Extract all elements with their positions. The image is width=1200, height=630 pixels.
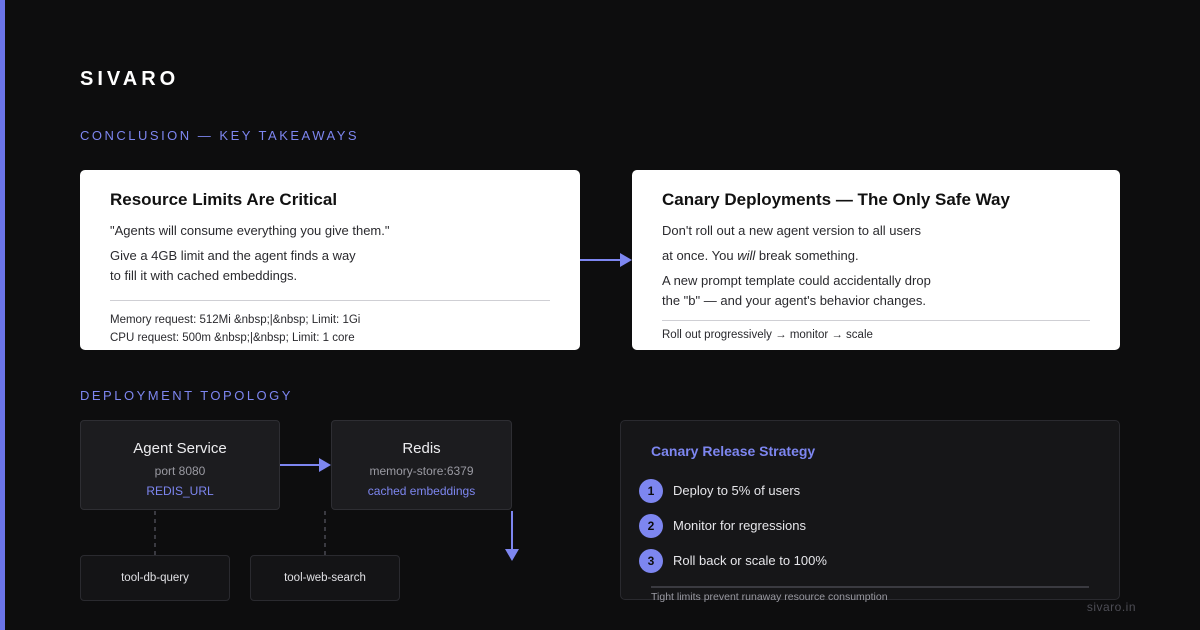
- node-tool-db-query: tool-db-query: [80, 555, 230, 601]
- card-body-line: Don't roll out a new agent version to all users: [662, 223, 922, 238]
- card-title: Resource Limits Are Critical: [110, 190, 338, 209]
- card-body-line: Give a 4GB limit and the agent finds a way: [110, 248, 356, 263]
- card-body-line: the "b" — and your agent's behavior changes.: [662, 293, 926, 308]
- node-tool-web-search: tool-web-search: [250, 555, 400, 601]
- arrow-redis-down: [505, 511, 519, 561]
- section-label-topology: DEPLOYMENT TOPOLOGY: [80, 388, 293, 403]
- canary-strategy-panel: [620, 420, 1120, 603]
- card-spec-memory: Memory request: 512Mi &nbsp;|&nbsp; Limit: 1Gi: [110, 314, 361, 326]
- card-text: break something.: [755, 248, 859, 263]
- node-title: Redis: [402, 440, 441, 457]
- brand-logo: SIVARO: [80, 68, 180, 90]
- arrow-agent-to-redis: [280, 458, 331, 472]
- section-label-conclusion: CONCLUSION — KEY TAKEAWAYS: [80, 128, 360, 143]
- card-quote: "Agents will consume everything you give them.": [110, 223, 390, 238]
- node-env: REDIS_URL: [146, 484, 214, 498]
- panel-footnote: Tight limits prevent runaway resource consumption: [651, 591, 888, 603]
- step-label: Deploy to 5% of users: [673, 483, 801, 498]
- step-label: Roll back or scale to 100%: [673, 553, 827, 568]
- card-footer: Roll out progressively → monitor → scale: [662, 329, 873, 341]
- card-body-line: to fill it with cached embeddings.: [110, 268, 298, 283]
- footer-url: sivaro.in: [1086, 600, 1136, 614]
- card-body-line: A new prompt template could accidentally drop: [662, 273, 931, 288]
- step-label: Monitor for regressions: [673, 518, 806, 533]
- card-emphasis: will: [737, 248, 756, 263]
- node-host: memory-store:6379: [369, 464, 474, 478]
- node-title: Agent Service: [133, 440, 227, 457]
- card-title: Canary Deployments — The Only Safe Way: [662, 190, 1010, 209]
- node-note: cached embeddings: [367, 484, 476, 498]
- card-spec-cpu: CPU request: 500m &nbsp;|&nbsp; Limit: 1 core: [110, 332, 355, 344]
- panel-title: Canary Release Strategy: [651, 443, 816, 459]
- step-number-badge: 1: [639, 479, 663, 503]
- card-text: at once. You: [662, 248, 738, 263]
- arrow-card-to-card: [580, 253, 632, 267]
- panel-divider: [651, 586, 1089, 588]
- step-number-badge: 2: [639, 514, 663, 538]
- node-port: port 8080: [154, 464, 206, 478]
- step-number-badge: 3: [639, 549, 663, 573]
